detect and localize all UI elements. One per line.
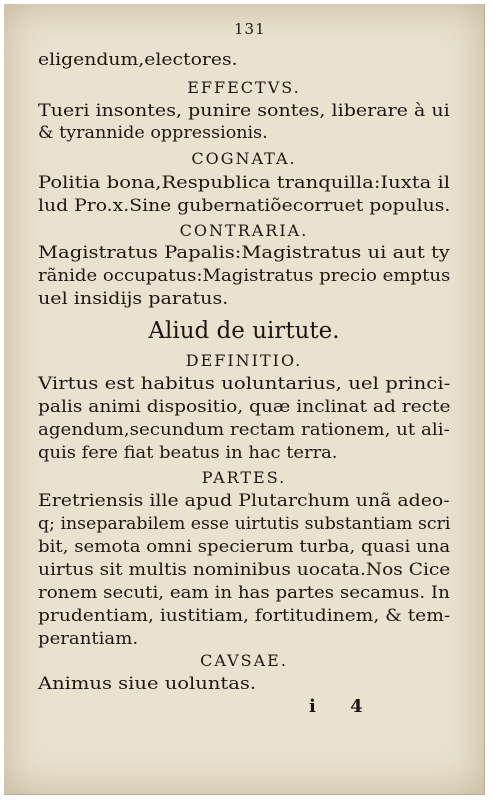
text-line: Eretriensis ille apud Plutarchum unã adeo- [38,491,450,511]
text-line: Virtus est habitus uoluntarius, uel princi- [38,374,451,394]
text-line: uirtus sit multis nominibus uocata.Nos Cice [38,560,451,580]
text-line: perantiam. [38,629,139,649]
text-line: rãnide occupatus:Magistratus precio emptus [38,266,451,286]
section-heading-effectus: EFFECTVS. [187,78,301,97]
text-line: eligendum,electores. [38,50,238,70]
text-line: Animus siue uoluntas. [38,674,257,694]
section-heading-partes: PARTES. [201,468,287,487]
text-line: q; inseparabilem esse uirtutis substantiam scri [38,514,451,534]
section-heading-cognata: COGNATA. [191,149,297,168]
text-line: Politia bona,Respublica tranquilla:Iuxta il [38,173,451,193]
text-line: quis fere fiat beatus in hac terra. [38,443,338,463]
text-line: palis animi dispositio, quæ inclinat ad recte [38,397,451,417]
text-line: agendum,secundum rectam rationem, ut ali- [38,420,450,440]
page-number: 131 [234,20,266,38]
section-heading-definitio: DEFINITIO. [185,351,303,370]
text-line: Tueri insontes, punire sontes, liberare à ui [38,101,450,121]
text-line: uel insidijs paratus. [38,289,229,309]
text-line: ronem secuti, eam in has partes secamus. In [38,583,450,603]
text-line: Magistratus Papalis:Magistratus ui aut ty [38,243,450,263]
text-line: bit, semota omni specierum turba, quasi una [38,537,451,557]
section-heading-causae: CAVSAE. [200,651,288,670]
signature-mark: i 4 [309,696,377,717]
section-heading-contraria: CONTRARIA. [179,221,309,240]
chapter-title: Aliud de uirtute. [148,318,340,344]
book-page [4,4,485,795]
text-line: & tyrannide oppressionis. [38,123,268,143]
text-line: prudentiam, iustitiam, fortitudinem, & tem- [38,606,451,626]
text-line: lud Pro.x.Sine gubernatiõecorruet populus. [38,196,451,216]
